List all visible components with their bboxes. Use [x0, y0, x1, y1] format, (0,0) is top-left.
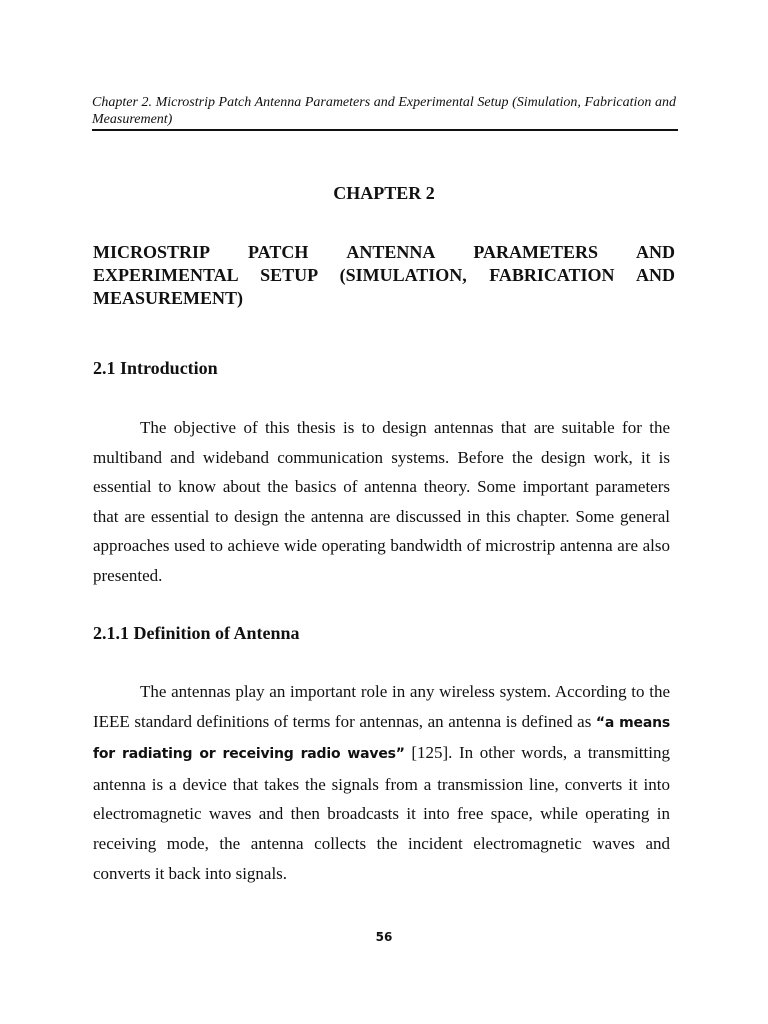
page-number: 56 [375, 930, 393, 944]
running-head: Chapter 2. Microstrip Patch Antenna Parameters and Experimental Setup (Simulation, Fabrication and Measurement) [92, 95, 676, 127]
ieee-definition-quote: “a means for radiating or receiving radio waves” [93, 714, 670, 763]
definition-text-before: The antennas play an important role in any wireless system. According to the IEEE standard definitions of terms for antennas, an antenna is defined as [93, 682, 670, 731]
chapter-number: CHAPTER 2 [333, 183, 435, 203]
header-rule [92, 129, 678, 131]
introduction-paragraph: The objective of this thesis is to design antennas that are suitable for the multiband and wideband communication systems. Before the design work, it is essential to know about the basics of antenna theory. Some important parameters that are essential to design the antenna are discussed in this chapter. Some general approaches used to achieve wide operating bandwidth of microstrip antenna are also presented. [93, 418, 670, 585]
section-heading-introduction: 2.1 Introduction [93, 358, 218, 378]
definition-paragraph [93, 677, 670, 888]
section-heading-definition: 2.1.1 Definition of Antenna [93, 623, 300, 643]
definition-text-after: [125]. In other words, a transmitting antenna is a device that takes the signals from a transmission line, converts it into electromagnetic waves and then broadcasts it into free space, while operating in receiving mode, the antenna collects the incident electromagnetic waves and converts it back into signals. [93, 743, 670, 883]
chapter-title: MICROSTRIP PATCH ANTENNA PARAMETERS AND EXPERIMENTAL SETUP (SIMULATION, FABRICATION AND MEASUREMENT) [93, 242, 675, 308]
